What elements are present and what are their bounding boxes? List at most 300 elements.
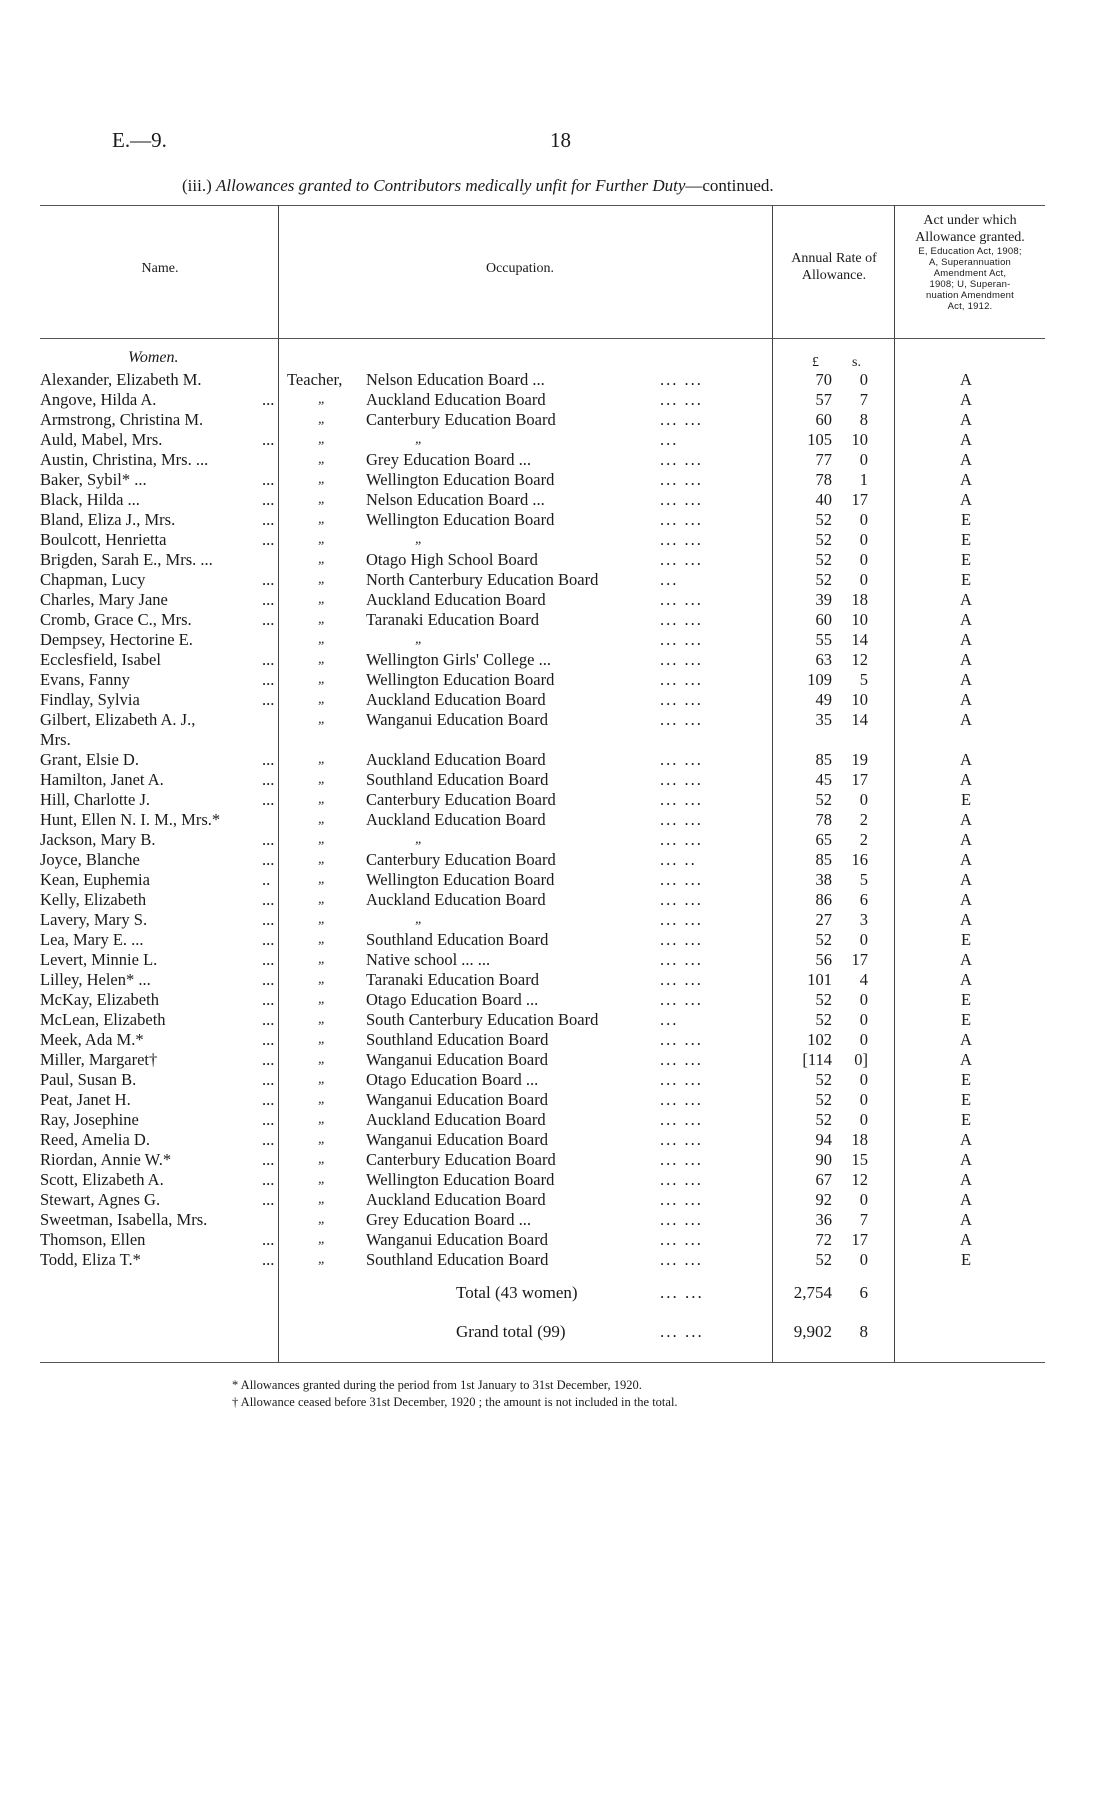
row-name-leader-dots: ... [262, 1050, 275, 1069]
row-act-code: A [960, 670, 972, 689]
act-key-line1: E, Education Act, 1908; [918, 246, 1022, 257]
row-ditto-mark: „ [318, 692, 326, 707]
row-ditto-mark: „ [318, 512, 326, 527]
row-act-code: A [960, 1050, 972, 1069]
table-row [0, 550, 1114, 570]
row-occupation: Auckland Education Board [366, 590, 546, 609]
row-name-leader-dots: ... [262, 1230, 275, 1249]
row-act-code: A [960, 1150, 972, 1169]
row-occupation: Auckland Education Board [366, 690, 546, 709]
table-row [0, 690, 1114, 710]
row-act-code: A [960, 1210, 972, 1229]
row-shillings: 16 [851, 850, 868, 869]
row-ditto-mark-board: „ [415, 832, 423, 847]
row-shillings: 17 [851, 1230, 868, 1249]
row-act-code: E [960, 1070, 972, 1089]
row-pounds: 52 [815, 550, 832, 569]
row-ditto-mark: „ [318, 1132, 326, 1147]
row-shillings: 0 [859, 530, 868, 549]
row-shillings: 17 [851, 770, 868, 789]
row-shillings: 0 [859, 450, 868, 469]
row-pounds: 38 [815, 870, 832, 889]
row-occupation: Auckland Education Board [366, 890, 546, 909]
row-occupation: Southland Education Board [366, 930, 549, 949]
row-pounds: 78 [815, 810, 832, 829]
row-occupation: Wanganui Education Board [366, 1230, 548, 1249]
table-row [0, 930, 1114, 950]
row-act-code: A [960, 750, 972, 769]
row-ditto-mark: „ [318, 1172, 326, 1187]
row-shillings: 17 [851, 490, 868, 509]
row-occupation: South Canterbury Education Board [366, 1010, 599, 1029]
row-name-leader-dots: ... [262, 830, 275, 849]
row-ditto-mark-board: „ [415, 912, 423, 927]
row-name: Hamilton, Janet A. [40, 770, 164, 789]
row-act-code: A [960, 810, 972, 829]
row-pounds: 27 [815, 910, 832, 929]
row-occupation: North Canterbury Education Board [366, 570, 599, 589]
row-ditto-mark: „ [318, 992, 326, 1007]
row-shillings: 0 [859, 370, 868, 389]
row-name-continued: Mrs. [40, 730, 71, 749]
row-name-leader-dots: ... [262, 1010, 275, 1029]
row-name: Armstrong, Christina M. [40, 410, 204, 429]
row-ditto-mark: „ [318, 492, 326, 507]
row-act-code: A [960, 630, 972, 649]
row-leader-dots: ... ... [660, 390, 703, 409]
row-name-leader-dots: ... [262, 590, 275, 609]
row-name: Bland, Eliza J., Mrs. [40, 510, 176, 529]
row-leader-dots: ... ... [660, 1130, 703, 1149]
row-name: Ecclesfield, Isabel [40, 650, 161, 669]
row-name-leader-dots: ... [262, 1190, 275, 1209]
row-name: Chapman, Lucy [40, 570, 146, 589]
column-header-act [896, 212, 1044, 312]
row-name-leader-dots: ... [262, 470, 275, 489]
row-pounds: 65 [815, 830, 832, 849]
row-name-leader-dots: ... [262, 890, 275, 909]
row-shillings: 5 [859, 870, 868, 889]
table-row [0, 910, 1114, 930]
row-name-leader-dots: ... [262, 490, 275, 509]
row-leader-dots: ... ... [660, 1030, 703, 1049]
table-row [0, 1090, 1114, 1110]
grand-total-dots: ... ... [660, 1322, 704, 1341]
row-name-leader-dots: ... [262, 1170, 275, 1189]
table-row [0, 1190, 1114, 1210]
row-pounds: 70 [815, 370, 832, 389]
row-shillings: 0 [859, 1090, 868, 1109]
row-name: Hill, Charlotte J. [40, 790, 150, 809]
row-occupation: Southland Education Board [366, 1250, 549, 1269]
document-code: E.—9. [112, 128, 167, 152]
row-name: Brigden, Sarah E., Mrs. ... [40, 550, 213, 569]
footnote-dagger: † Allowance ceased before 31st December, 1920 ; the amount is not included in the total. [232, 1395, 678, 1409]
act-header-line2: Allowance granted. [915, 230, 1025, 245]
row-leader-dots: ... ... [660, 510, 703, 529]
row-act-code: A [960, 690, 972, 709]
women-total-shillings: 6 [859, 1283, 868, 1302]
row-ditto-mark: „ [318, 552, 326, 567]
table-row [0, 990, 1114, 1010]
row-leader-dots: ... ... [660, 1170, 703, 1189]
row-occupation: Wellington Girls' College ... [366, 650, 551, 669]
row-name: Sweetman, Isabella, Mrs. [40, 1210, 208, 1229]
column-header-occupation: Occupation. [485, 261, 555, 276]
row-ditto-mark: „ [318, 392, 326, 407]
row-act-code: A [960, 590, 972, 609]
table-row [0, 1230, 1114, 1250]
row-name: Ray, Josephine [40, 1110, 139, 1129]
row-pounds: 63 [815, 650, 832, 669]
table-row [0, 1050, 1114, 1070]
row-act-code: E [960, 990, 972, 1009]
row-leader-dots: ... ... [660, 870, 703, 889]
row-leader-dots: ... ... [660, 410, 703, 429]
row-shillings: 17 [851, 950, 868, 969]
row-pounds: 52 [815, 1010, 832, 1029]
row-shillings: 18 [851, 1130, 868, 1149]
row-act-code: A [960, 910, 972, 929]
row-occupation: Nelson Education Board ... [366, 490, 545, 509]
row-act-code: A [960, 1130, 972, 1149]
row-act-code: A [960, 450, 972, 469]
row-act-code: A [960, 970, 972, 989]
table-row [0, 370, 1114, 390]
table-row [0, 1030, 1114, 1050]
row-ditto-mark: „ [318, 612, 326, 627]
row-pounds: 60 [815, 410, 832, 429]
row-name: Reed, Amelia D. [40, 1130, 150, 1149]
row-ditto-mark-board: „ [415, 432, 423, 447]
row-leader-dots: ... ... [660, 450, 703, 469]
women-total-label: Total (43 women) [456, 1283, 578, 1302]
row-shillings: 14 [851, 710, 868, 729]
row-act-code: A [960, 610, 972, 629]
row-occupation: Auckland Education Board [366, 1110, 546, 1129]
act-key-line4: 1908; U, Superan- [929, 279, 1011, 290]
row-name-leader-dots: ... [262, 1250, 275, 1269]
row-ditto-mark: „ [318, 832, 326, 847]
row-act-code: A [960, 770, 972, 789]
row-ditto-mark: „ [318, 1012, 326, 1027]
row-act-code: A [960, 1170, 972, 1189]
row-occupation: Wellington Education Board [366, 470, 555, 489]
row-name-leader-dots: ... [262, 750, 275, 769]
row-shillings: 0 [859, 1010, 868, 1029]
row-ditto-mark: „ [318, 872, 326, 887]
act-key-line2: A, Superannuation [928, 257, 1012, 268]
row-pounds: 78 [815, 470, 832, 489]
row-shillings: 12 [851, 650, 868, 669]
row-name-leader-dots: ... [262, 430, 275, 449]
row-act-code: A [960, 890, 972, 909]
unit-pounds: £ [812, 355, 819, 370]
row-act-code: E [960, 930, 972, 949]
table-row [0, 470, 1114, 490]
row-occupation: Grey Education Board ... [366, 1210, 531, 1229]
row-name: Baker, Sybil* ... [40, 470, 147, 489]
row-shillings: 7 [859, 1210, 868, 1229]
row-leader-dots: ... ... [660, 1050, 703, 1069]
row-ditto-mark: „ [318, 1212, 326, 1227]
row-pounds: 85 [815, 750, 832, 769]
row-leader-dots: ... ... [660, 830, 703, 849]
row-pounds: 85 [815, 850, 832, 869]
row-leader-dots: ... ... [660, 650, 703, 669]
row-shillings: 10 [851, 430, 868, 449]
row-shillings: 0 [859, 990, 868, 1009]
row-shillings: 0 [859, 1190, 868, 1209]
table-row [0, 570, 1114, 590]
row-leader-dots: ... ... [660, 610, 703, 629]
row-pounds: 92 [815, 1190, 832, 1209]
row-leader-dots: ... ... [660, 790, 703, 809]
row-pounds: 35 [815, 710, 832, 729]
row-name: Hunt, Ellen N. I. M., Mrs.* [40, 810, 221, 829]
row-ditto-mark: „ [318, 532, 326, 547]
row-name: McKay, Elizabeth [40, 990, 159, 1009]
row-ditto-mark: „ [318, 952, 326, 967]
row-ditto-mark: „ [318, 972, 326, 987]
row-name-leader-dots: ... [262, 970, 275, 989]
row-name-leader-dots: ... [262, 850, 275, 869]
row-ditto-mark-board: „ [415, 632, 423, 647]
row-occupation: Grey Education Board ... [366, 450, 531, 469]
row-leader-dots: ... ... [660, 1110, 703, 1129]
row-pounds: 109 [807, 670, 832, 689]
row-ditto-mark: „ [318, 452, 326, 467]
table-row [0, 1110, 1114, 1130]
row-name-leader-dots: ... [262, 950, 275, 969]
row-occupation: Auckland Education Board [366, 1190, 546, 1209]
table-row [0, 410, 1114, 430]
table-row [0, 870, 1114, 890]
row-name: Paul, Susan B. [40, 1070, 137, 1089]
row-name: Meek, Ada M.* [40, 1030, 144, 1049]
row-name-leader-dots: ... [262, 650, 275, 669]
row-pounds: 52 [815, 510, 832, 529]
row-act-code: A [960, 950, 972, 969]
row-name-leader-dots: ... [262, 930, 275, 949]
row-leader-dots: ... ... [660, 990, 703, 1009]
row-name: Lilley, Helen* ... [40, 970, 151, 989]
row-name: Joyce, Blanche [40, 850, 140, 869]
row-name: Stewart, Agnes G. [40, 1190, 161, 1209]
row-occupation: Wellington Education Board [366, 510, 555, 529]
row-name-leader-dots: ... [262, 690, 275, 709]
table-row [0, 650, 1114, 670]
table-row [0, 1210, 1114, 1230]
row-name-leader-dots: .. [262, 870, 271, 889]
table-row [0, 530, 1114, 550]
row-ditto-mark: „ [318, 1092, 326, 1107]
row-name: Jackson, Mary B. [40, 830, 156, 849]
grand-total-label: Grand total (99) [456, 1322, 566, 1341]
row-name-leader-dots: ... [262, 790, 275, 809]
act-key-line6: Act, 1912. [947, 301, 993, 312]
table-row [0, 750, 1114, 770]
row-ditto-mark: „ [318, 932, 326, 947]
row-ditto-mark: „ [318, 1192, 326, 1207]
row-name: Peat, Janet H. [40, 1090, 131, 1109]
table-caption [182, 176, 774, 196]
table-row [0, 490, 1114, 510]
row-name: Levert, Minnie L. [40, 950, 158, 969]
row-name: Riordan, Annie W.* [40, 1150, 172, 1169]
row-shillings: 2 [859, 810, 868, 829]
row-ditto-mark: „ [318, 652, 326, 667]
row-ditto-mark: „ [318, 772, 326, 787]
row-pounds: 52 [815, 570, 832, 589]
row-occupation: Wellington Education Board [366, 1170, 555, 1189]
row-act-code: E [960, 1010, 972, 1029]
table-row [0, 710, 1114, 749]
row-occupation: Wellington Education Board [366, 670, 555, 689]
table-row [0, 1170, 1114, 1190]
table-row [0, 1070, 1114, 1090]
row-name: Angove, Hilda A. [40, 390, 157, 409]
act-header-line1: Act under which [923, 213, 1017, 228]
row-pounds: 39 [815, 590, 832, 609]
row-leader-dots: ... [660, 570, 679, 589]
caption-suffix: —continued. [685, 176, 774, 195]
row-shillings: 0] [854, 1050, 868, 1069]
grand-total-shillings: 8 [859, 1322, 868, 1341]
row-occupation: Otago Education Board ... [366, 990, 539, 1009]
page-number: 18 [550, 128, 571, 152]
row-shillings: 2 [859, 830, 868, 849]
row-pounds: 52 [815, 1090, 832, 1109]
row-leader-dots: ... ... [660, 550, 703, 569]
caption-title: Allowances granted to Contributors medically unfit for Further Duty [216, 176, 686, 195]
row-act-code: A [960, 830, 972, 849]
table-row [0, 430, 1114, 450]
row-shillings: 0 [859, 930, 868, 949]
row-pounds: 52 [815, 1250, 832, 1269]
row-name: McLean, Elizabeth [40, 1010, 166, 1029]
table-row [0, 1150, 1114, 1170]
row-act-code: A [960, 710, 972, 729]
table-row [0, 450, 1114, 470]
row-name-leader-dots: ... [262, 510, 275, 529]
row-name: Austin, Christina, Mrs. ... [40, 450, 209, 469]
rate-header-line1: Annual Rate of [791, 251, 877, 266]
row-act-code: A [960, 430, 972, 449]
row-shillings: 19 [851, 750, 868, 769]
row-name: Kean, Euphemia [40, 870, 150, 889]
row-ditto-mark: „ [318, 1252, 326, 1267]
row-shillings: 5 [859, 670, 868, 689]
row-name-leader-dots: ... [262, 1030, 275, 1049]
row-leader-dots: ... ... [660, 470, 703, 489]
row-name-leader-dots: ... [262, 1070, 275, 1089]
rate-header-line2: Allowance. [801, 268, 867, 283]
row-pounds: 90 [815, 1150, 832, 1169]
row-pounds: 86 [815, 890, 832, 909]
row-act-code: E [960, 1250, 972, 1269]
table-row [0, 890, 1114, 910]
row-leader-dots: ... ... [660, 930, 703, 949]
row-ditto-mark: „ [318, 592, 326, 607]
row-act-code: E [960, 790, 972, 809]
caption-prefix: (iii.) [182, 176, 212, 195]
row-shillings: 8 [859, 410, 868, 429]
table-row [0, 670, 1114, 690]
table-row [0, 850, 1114, 870]
row-ditto-mark: „ [318, 852, 326, 867]
row-occupation: Wellington Education Board [366, 870, 555, 889]
row-act-code: A [960, 490, 972, 509]
row-occupation: Auckland Education Board [366, 750, 546, 769]
women-total-pounds: 2,754 [793, 1283, 832, 1302]
section-heading: Women. [128, 349, 179, 366]
row-name-leader-dots: ... [262, 1090, 275, 1109]
table-row [0, 810, 1114, 830]
row-ditto-mark: „ [318, 1032, 326, 1047]
row-name: Alexander, Elizabeth M. [40, 370, 202, 389]
row-occupation: Auckland Education Board [366, 390, 546, 409]
row-leader-dots: ... ... [660, 810, 703, 829]
row-leader-dots: ... ... [660, 750, 703, 769]
row-pounds: [114 [802, 1050, 832, 1069]
act-key-line3: Amendment Act, [933, 268, 1007, 279]
row-pounds: 52 [815, 1070, 832, 1089]
row-shillings: 7 [859, 390, 868, 409]
row-ditto-mark: „ [318, 792, 326, 807]
row-pounds: 36 [815, 1210, 832, 1229]
row-shillings: 12 [851, 1170, 868, 1189]
row-ditto-mark: „ [318, 412, 326, 427]
row-leader-dots: ... [660, 1010, 679, 1029]
row-leader-dots: ... .. [660, 850, 697, 869]
row-act-code: A [960, 650, 972, 669]
row-leader-dots: ... ... [660, 590, 703, 609]
row-name-leader-dots: ... [262, 1130, 275, 1149]
row-occupation: Wanganui Education Board [366, 710, 548, 729]
row-shillings: 6 [859, 890, 868, 909]
row-leader-dots: ... ... [660, 950, 703, 969]
row-name: Scott, Elizabeth A. [40, 1170, 164, 1189]
row-occupation: Southland Education Board [366, 770, 549, 789]
table-row [0, 970, 1114, 990]
row-pounds: 55 [815, 630, 832, 649]
row-pounds: 52 [815, 790, 832, 809]
row-leader-dots: ... ... [660, 710, 703, 729]
row-leader-dots: ... ... [660, 670, 703, 689]
row-ditto-mark: „ [318, 672, 326, 687]
row-ditto-mark: „ [318, 1072, 326, 1087]
grand-total-pounds: 9,902 [793, 1322, 832, 1341]
row-leader-dots: ... ... [660, 970, 703, 989]
row-leader-dots: ... ... [660, 770, 703, 789]
row-occupation: Canterbury Education Board [366, 1150, 556, 1169]
row-name: Lea, Mary E. ... [40, 930, 144, 949]
row-ditto-mark: „ [318, 632, 326, 647]
row-ditto-mark: „ [318, 892, 326, 907]
row-pounds: 72 [815, 1230, 832, 1249]
row-occupation: Auckland Education Board [366, 810, 546, 829]
row-shillings: 0 [859, 1110, 868, 1129]
row-ditto-mark: „ [318, 472, 326, 487]
row-occupation: Southland Education Board [366, 1030, 549, 1049]
row-ditto-mark: „ [318, 572, 326, 587]
row-ditto-mark-board: „ [415, 532, 423, 547]
row-name: Auld, Mabel, Mrs. [40, 430, 163, 449]
women-total-dots: ... ... [660, 1283, 704, 1302]
row-occupation: Wanganui Education Board [366, 1090, 548, 1109]
row-shillings: 1 [859, 470, 868, 489]
